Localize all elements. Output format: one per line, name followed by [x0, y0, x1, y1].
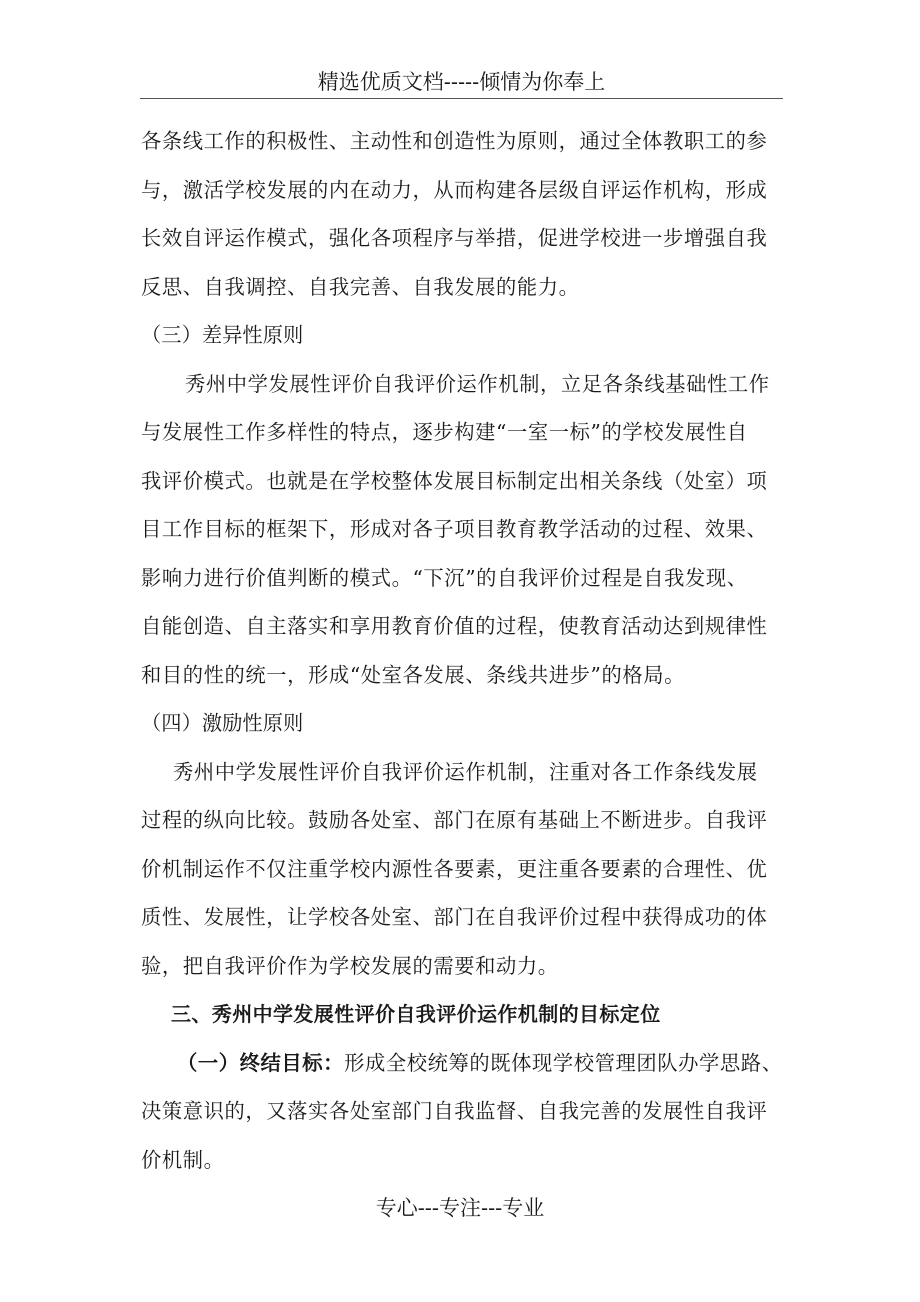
document-body	[141, 117, 786, 1184]
paragraph-line: 我评价模式。也就是在学校整体发展目标制定出相关条线（处室）项	[141, 468, 768, 493]
paragraph-line: 价机制运作不仅注重学校内源性各要素，更注重各要素的合理性、优	[141, 856, 768, 881]
paragraph-line: 目工作目标的框架下，形成对各子项目教育教学活动的过程、效果、	[141, 517, 768, 541]
paragraph-line: 过程的纵向比较。鼓励各处室、部门在原有基础上不断进步。自我评	[141, 808, 768, 832]
paragraph-line: 影响力进行价值判断的模式。“下沉”的自我评价过程是自我发现、	[141, 565, 748, 590]
paragraph-line: 长效自评运作模式，强化各项程序与举措，促进学校进一步增强自我	[141, 226, 768, 250]
paragraph-line: 与，激活学校发展的内在动力，从而构建各层级自评运作机构，形成	[141, 177, 768, 202]
paragraph-line: 价机制。	[141, 1147, 225, 1172]
paragraph-line: 反思、自我调控、自我完善、自我发展的能力。	[141, 274, 580, 299]
header-text: 精选优质文档-----倾情为你奉上	[317, 70, 606, 94]
paragraph-line: 自能创造、自主落实和享用教育价值的过程，使教育活动达到规律性	[141, 614, 768, 638]
footer-text: 专心---专注---专业	[375, 1196, 545, 1220]
paragraph-line: 验，把自我评价作为学校发展的需要和动力。	[141, 953, 559, 978]
page-footer	[0, 1192, 920, 1224]
paragraph-line: 秀州中学发展性评价自我评价运作机制，注重对各工作条线发展	[173, 759, 758, 784]
paragraph-line: 秀州中学发展性评价自我评价运作机制，立足各条线基础性工作	[185, 371, 770, 396]
paragraph-line: 和目的性的统一，形成“处室各发展、条线共进步”的格局。	[141, 662, 685, 687]
paragraph-line: 与发展性工作多样性的特点，逐步构建“一室一标”的学校发展性自	[141, 420, 748, 444]
goal-label: （一）终结目标：	[177, 1050, 345, 1075]
paragraph-line: 质性、发展性，让学校各处室、部门在自我评价过程中获得成功的体	[141, 905, 768, 929]
goal-text: 形成全校统筹的既体现学校管理团队办学思路、	[344, 1050, 783, 1075]
subheading-incentive: （四）激励性原则	[141, 711, 304, 735]
subheading-differentiation: （三）差异性原则	[141, 323, 304, 347]
paragraph-line: 各条线工作的积极性、主动性和创造性为原则，通过全体教职工的参	[141, 129, 768, 153]
page-header	[140, 66, 783, 99]
paragraph-line: 决策意识的，又落实各处室部门自我监督、自我完善的发展性自我评	[141, 1099, 768, 1123]
section-title: 三、秀州中学发展性评价自我评价运作机制的目标定位	[171, 1002, 661, 1026]
goal-line	[141, 1039, 786, 1088]
